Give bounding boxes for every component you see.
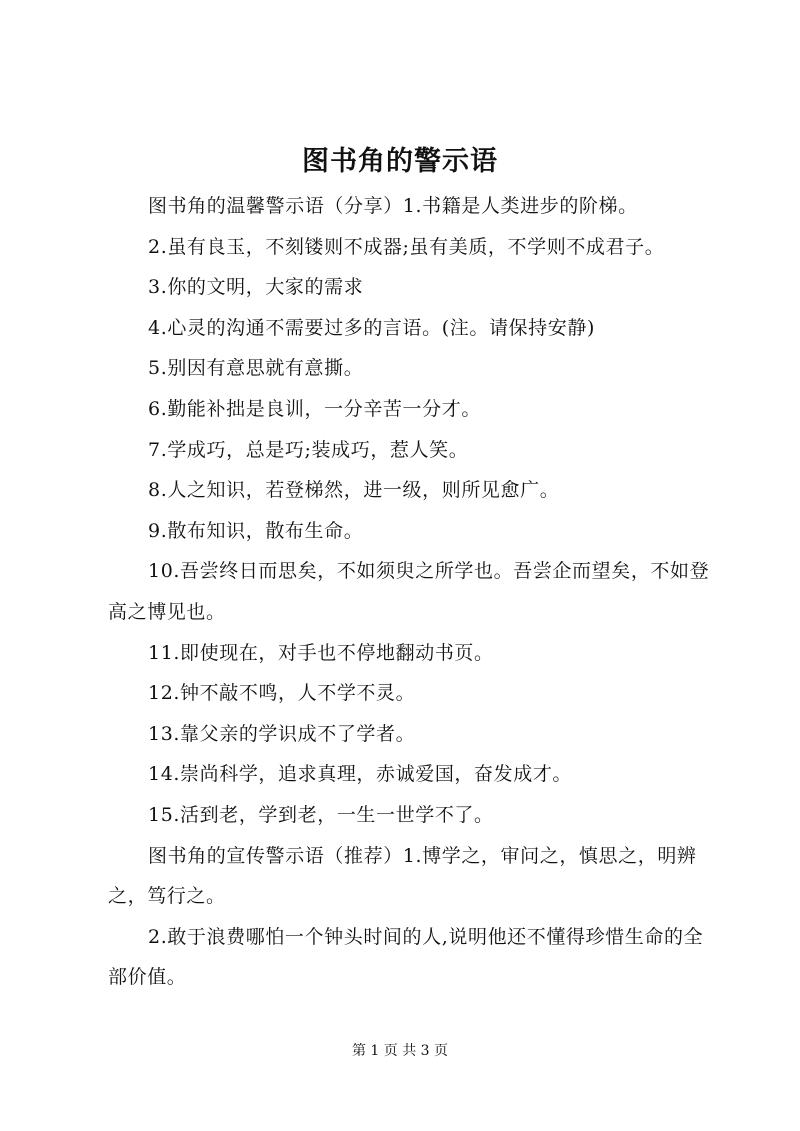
paragraph: 12.钟不敲不鸣，人不学不灵。 <box>148 682 416 705</box>
paragraph: 13.靠父亲的学识成不了学者。 <box>148 722 416 745</box>
paragraph: 9.散布知识，散布生命。 <box>148 519 364 542</box>
paragraph: 7.学成巧，总是巧;装成巧，惹人笑。 <box>148 438 469 461</box>
paragraph: 10.吾尝终日而思矣，不如须臾之所学也。吾尝企而望矣，不如登高之博见也。 <box>108 560 710 623</box>
paragraph: 11.即使现在，对手也不停地翻动书页。 <box>148 641 494 664</box>
paragraph: 4.心灵的沟通不需要过多的言语。(注。请保持安静) <box>148 316 595 339</box>
paragraph: 图书角的温馨警示语（分享）1.书籍是人类进步的阶梯。 <box>148 195 638 217</box>
paragraph: 8.人之知识，若登梯然，进一级，则所见愈广。 <box>148 479 560 502</box>
paragraph: 图书角的宣传警示语（推荐）1.博学之，审问之，慎思之，明辨之，笃行之。 <box>108 844 697 908</box>
paragraph: 2.虽有良玉，不刻镂则不成器;虽有美质，不学则不成君子。 <box>148 235 665 258</box>
document-body <box>108 186 722 998</box>
paragraph: 15.活到老，学到老，一生一世学不了。 <box>148 803 494 826</box>
paragraph: 6.勤能补拙是良训，一分辛苦一分才。 <box>148 397 481 420</box>
paragraph: 14.崇尚科学，追求真理，赤诚爱国，奋发成才。 <box>148 763 573 786</box>
paragraph: 5.别因有意思就有意撕。 <box>148 357 364 380</box>
document-title: 图书角的警示语 <box>302 146 498 177</box>
page-footer: 第 1 页 共 3 页 <box>351 1043 449 1059</box>
paragraph: 2.敢于浪费哪怕一个钟头时间的人,说明他还不懂得珍惜生命的全部价值。 <box>108 925 704 989</box>
paragraph: 3.你的文明，大家的需求 <box>148 276 364 299</box>
